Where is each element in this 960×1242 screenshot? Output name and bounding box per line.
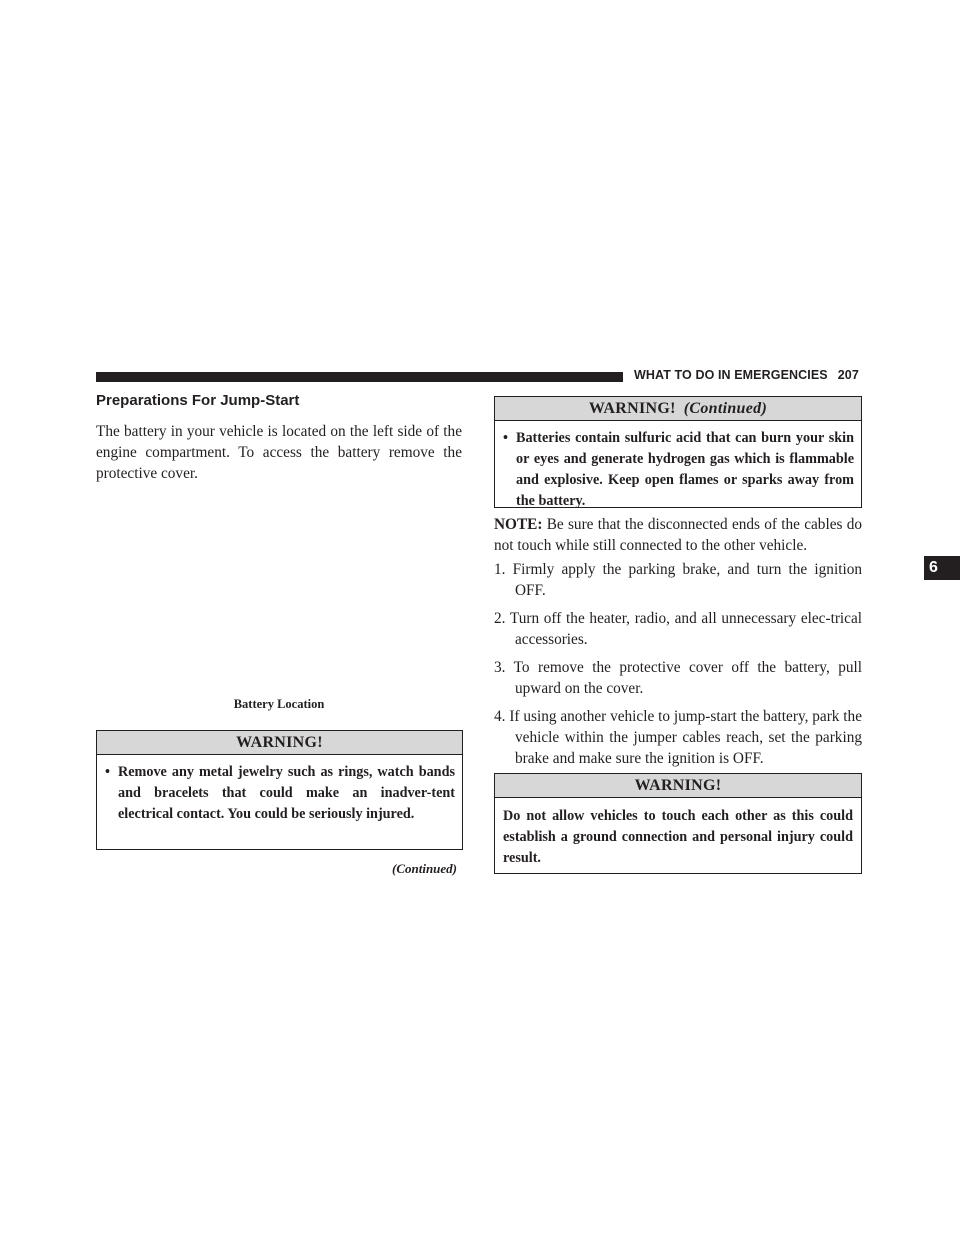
intro-paragraph: The battery in your vehicle is located on the left side of the engine compartment. To access the battery remove the protective cover. <box>96 423 462 482</box>
step-item: 3. To remove the protective cover off the battery, pull upward on the cover. <box>494 659 862 697</box>
step-item: 2. Turn off the heater, radio, and all unnecessary elec-trical accessories. <box>494 610 862 648</box>
warning-item <box>105 762 455 825</box>
warning-heading-text: WARNING! <box>634 777 722 794</box>
note-paragraph <box>494 514 862 556</box>
note-text: Be sure that the disconnected ends of the cables do not touch while still connected to the other vehicle. <box>494 516 862 554</box>
page-number: 207 <box>837 368 859 382</box>
warning-heading-text: WARNING! <box>236 734 323 751</box>
note-label: NOTE: <box>494 516 543 533</box>
warning-list <box>97 755 462 831</box>
warning-heading <box>97 731 462 755</box>
continued-label: (Continued) <box>391 861 457 876</box>
warning-box-acid <box>494 396 862 508</box>
warning-text: Do not allow vehicles to touch each other as this could establish a ground connection and personal injury could result. <box>503 808 853 866</box>
step-item: 4. If using another vehicle to jump-start the battery, park the vehicle within the jumper cables reach, set the parking brake and make sure the ignition is OFF. <box>494 708 862 767</box>
warning-heading <box>495 397 861 421</box>
section-title: Preparations For Jump-Start <box>96 392 300 409</box>
warning-item <box>503 428 854 512</box>
header-rule <box>96 372 623 382</box>
warning-box-contact <box>494 773 862 874</box>
warning-heading <box>495 774 861 798</box>
warning-list <box>495 421 861 518</box>
warning-item-text: Batteries contain sulfuric acid that can burn your skin or eyes and generate hydrogen gas which is flammable and explosive. Keep open flames or sparks away from the battery. <box>516 430 854 509</box>
bullet-icon: • <box>503 430 508 446</box>
bullet-icon: • <box>105 764 110 780</box>
warning-box-jewelry <box>96 730 463 850</box>
running-header <box>634 368 859 382</box>
section-name: WHAT TO DO IN EMERGENCIES <box>634 368 828 382</box>
warning-item-text: Remove any metal jewelry such as rings, watch bands and bracelets that could make an inadver-tent electrical contact. You could be seriously injured. <box>118 764 455 822</box>
step-item: 1. Firmly apply the parking brake, and turn the ignition OFF. <box>494 561 862 599</box>
steps-list <box>494 559 862 776</box>
chapter-tab: 6 <box>924 556 960 580</box>
warning-heading-text: WARNING! <box>588 400 676 417</box>
warning-heading-suffix: (Continued) <box>683 400 768 417</box>
figure-caption: Battery Location <box>233 697 325 711</box>
